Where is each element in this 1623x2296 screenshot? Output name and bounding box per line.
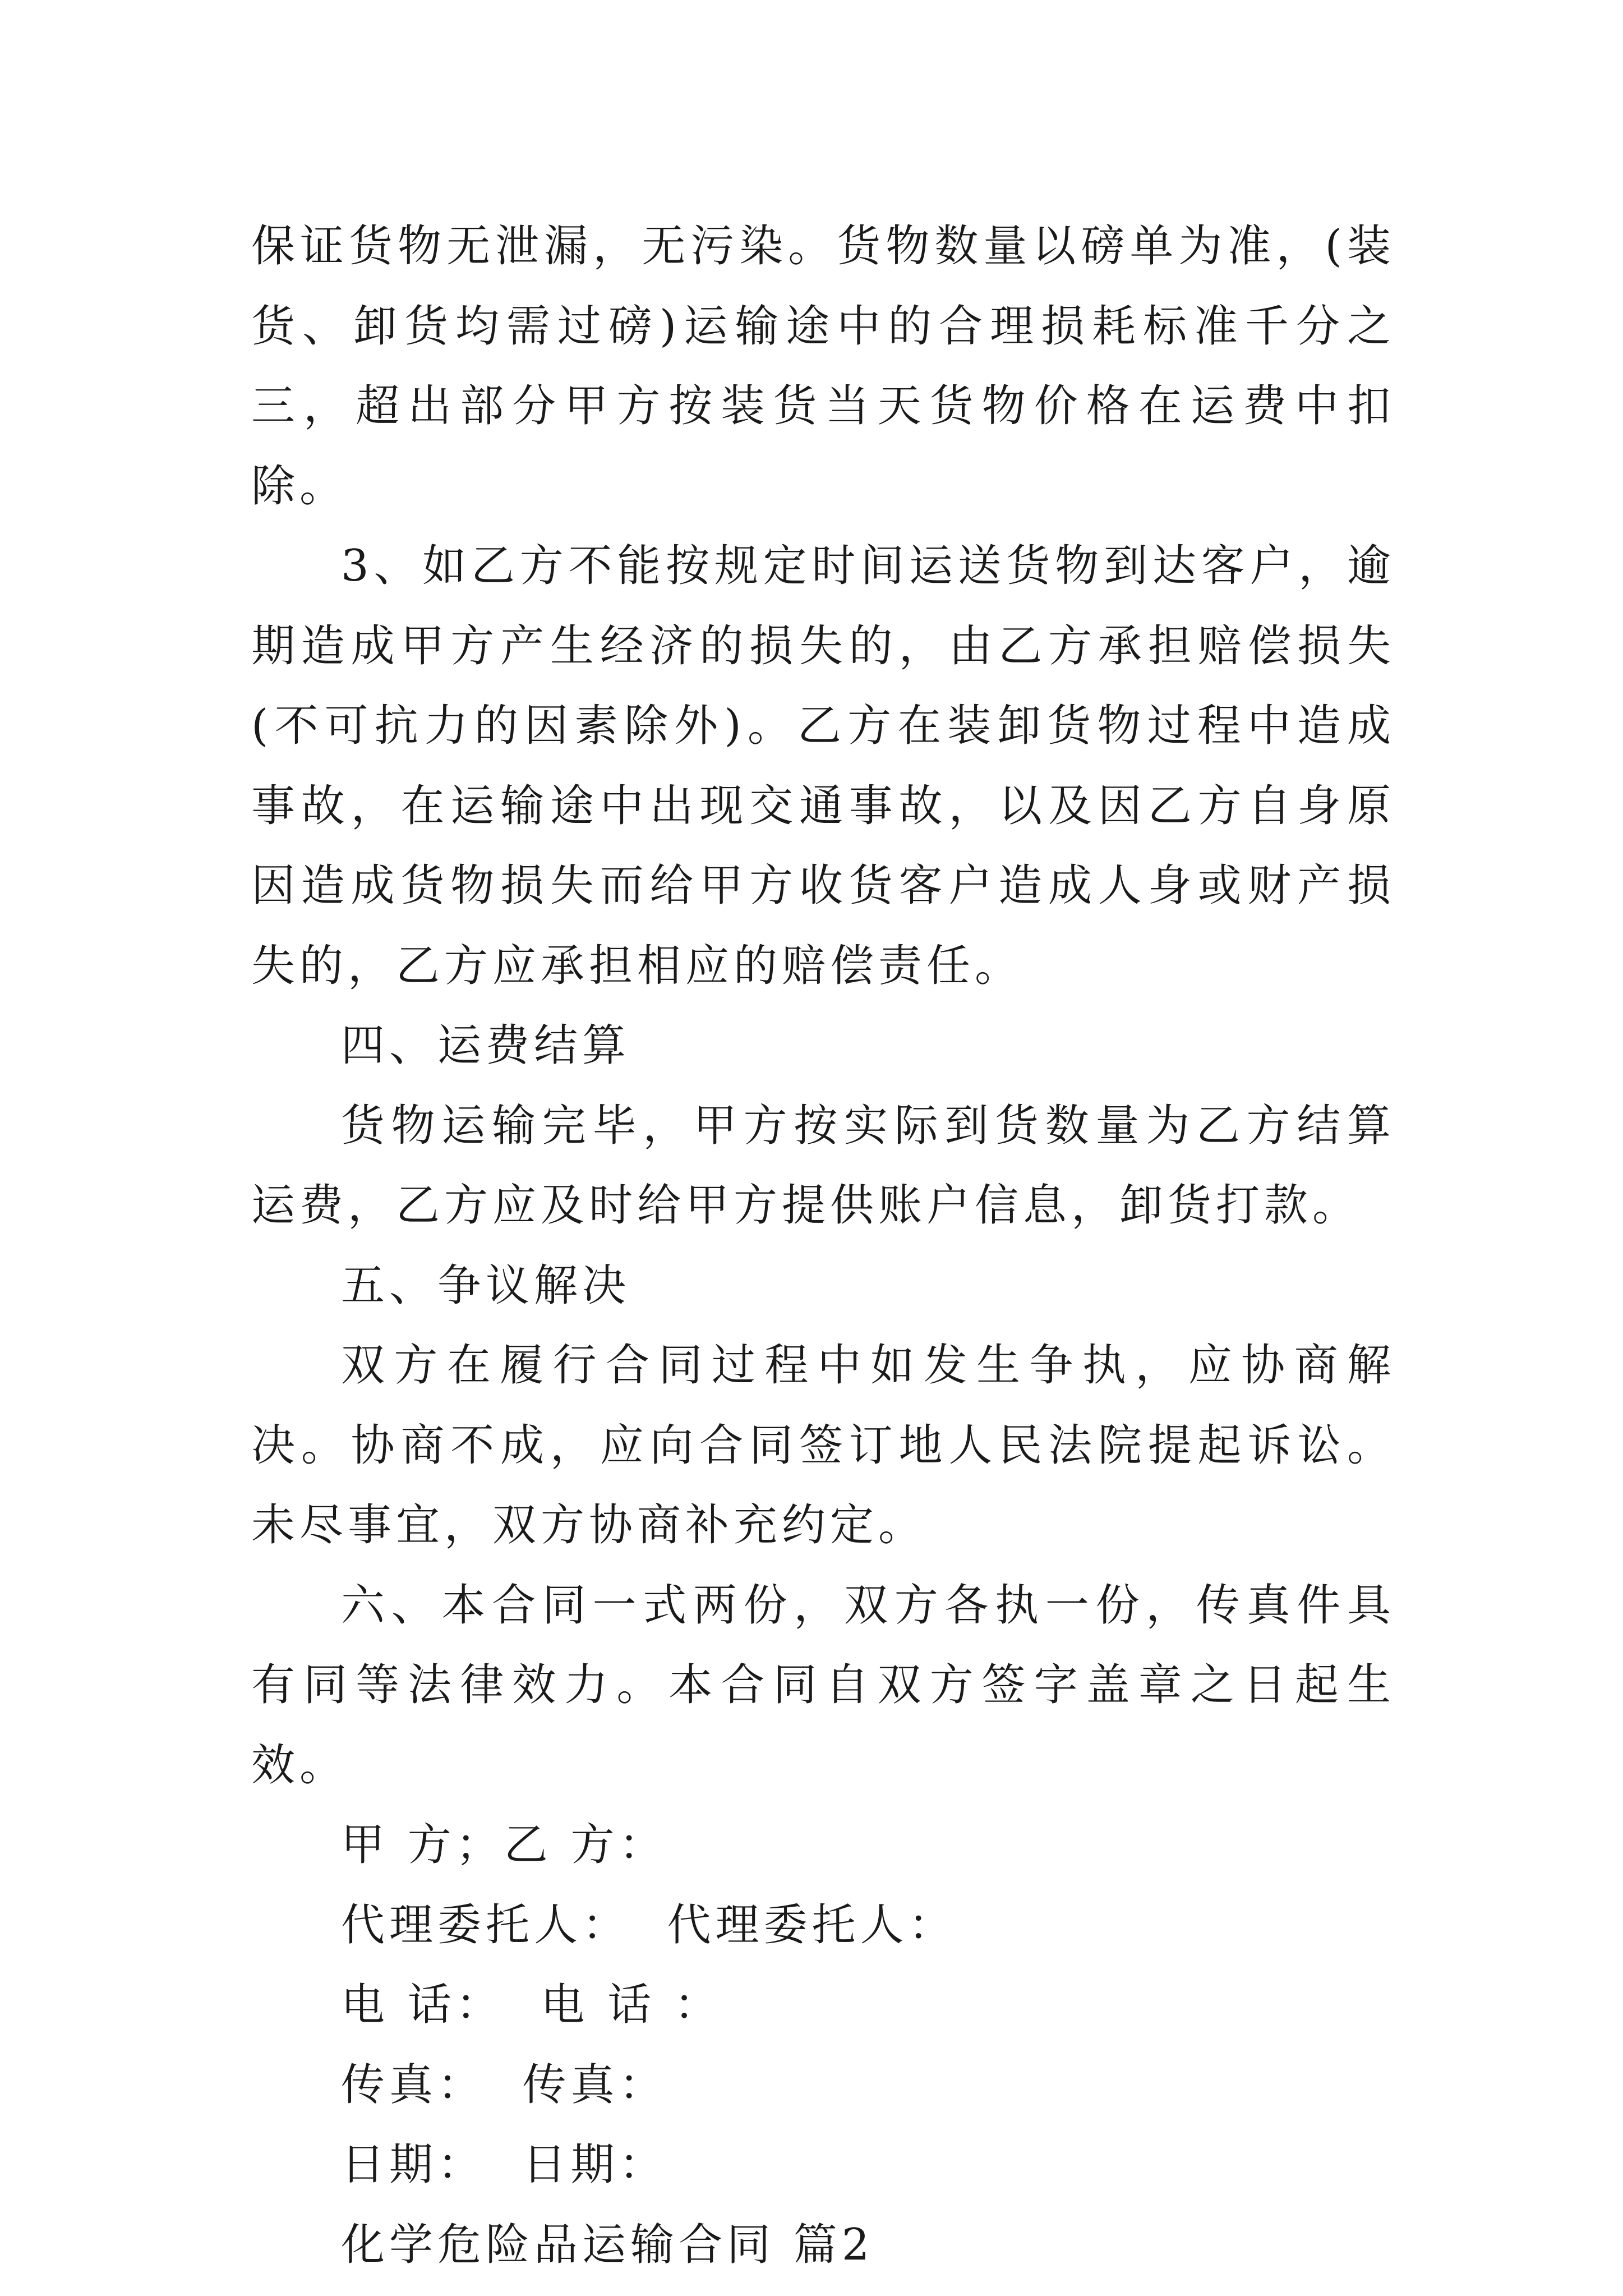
paragraph-clause-3: 3、如乙方不能按规定时间运送货物到达客户，逾期造成甲方产生经济的损失的，由乙方承担赔偿损失(不可抗力的因素除外)。乙方在装卸货物过程中造成事故，在运输途中出现交通事故，以及因乙方自身原因造成货物损失而给甲方收货客户造成人身或财产损失的，乙方应承担相应的赔偿责任。 [251, 541, 1395, 991]
paragraph-dispute: 双方在履行合同过程中如发生争执，应协商解决。协商不成，应向合同签订地人民法院提起诉讼。未尽事宜，双方协商补充约定。 [251, 1340, 1395, 1550]
signature-line-phone: 电 话： 电 话 ： [341, 1980, 722, 2030]
next-section-title: 化学危险品运输合同 篇2 [341, 2219, 874, 2270]
section-heading-dispute-resolution: 五、争议解决 [341, 1260, 631, 1311]
signature-line-parties: 甲 方；乙 方： [341, 1820, 667, 1870]
signature-block [251, 1805, 1395, 2205]
paragraph-clause-6: 六、本合同一式两份，双方各执一份，传真件具有同等法律效力。本合同自双方签字盖章之日起生效。 [251, 1580, 1395, 1791]
section-heading-freight-settlement: 四、运费结算 [341, 1020, 631, 1071]
document-body [251, 206, 1395, 2285]
signature-line-date: 日期： 日期： [341, 2139, 667, 2190]
paragraph-cargo-loss: 保证货物无泄漏，无污染。货物数量以磅单为准，(装货、卸货均需过磅)运输途中的合理损耗标准千分之三，超出部分甲方按装货当天货物价格在运费中扣除。 [251, 221, 1395, 512]
signature-line-fax: 传真： 传真： [341, 2059, 667, 2110]
signature-line-agent: 代理委托人： 代理委托人： [341, 1899, 957, 1950]
paragraph-settlement: 货物运输完毕，甲方按实际到货数量为乙方结算运费，乙方应及时给甲方提供账户信息，卸货打款。 [251, 1100, 1395, 1231]
